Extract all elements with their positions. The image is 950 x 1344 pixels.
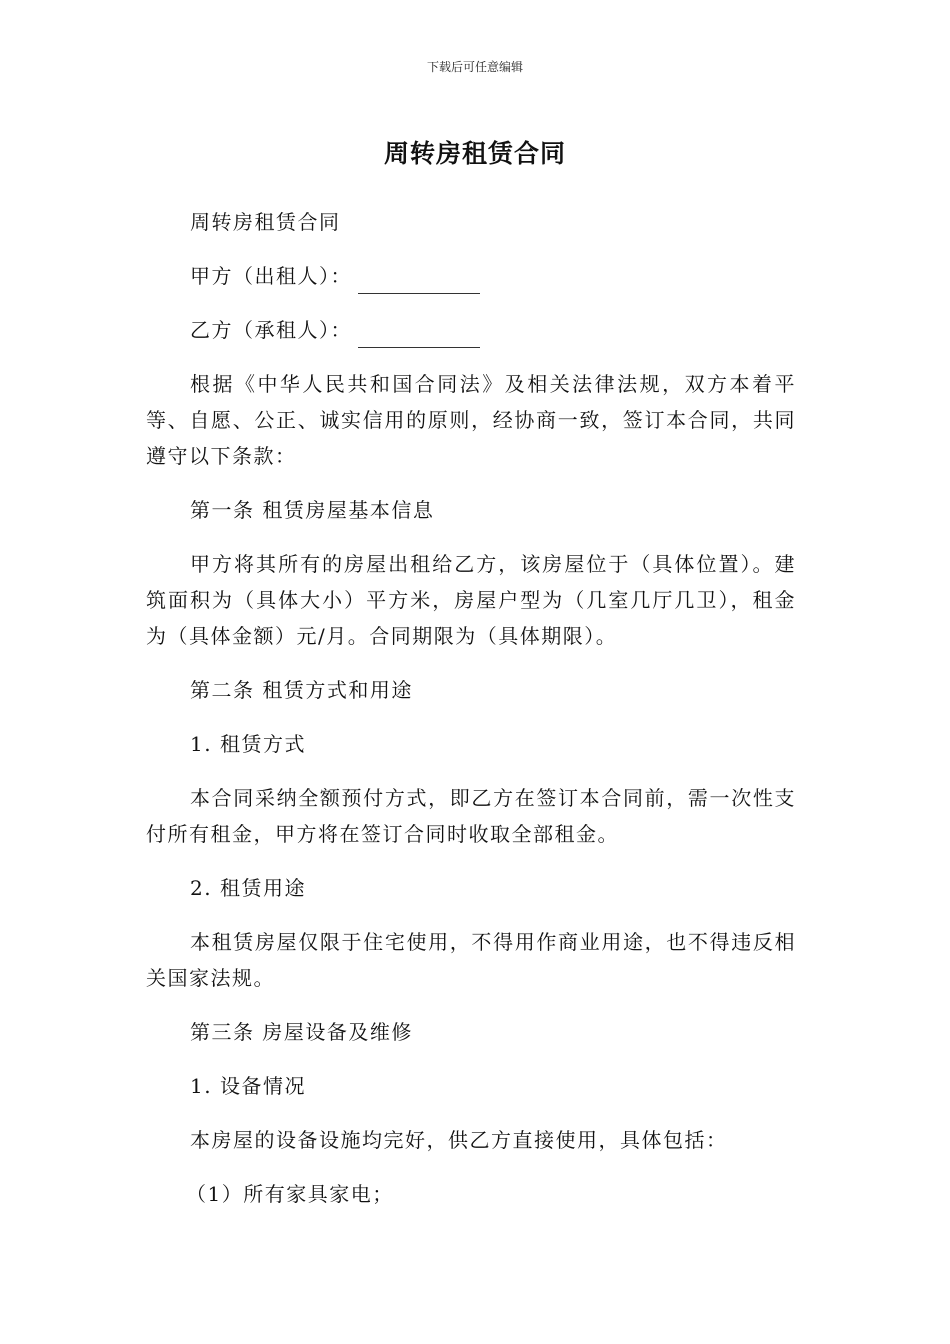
article-3-heading: 第三条 房屋设备及维修 xyxy=(190,1020,413,1044)
subheading-lease-use: 2. 租赁用途 xyxy=(190,876,306,900)
party-a-blank xyxy=(358,271,480,294)
list-item-furniture: （1）所有家具家电； xyxy=(186,1182,394,1206)
party-b-blank xyxy=(358,325,480,348)
paragraph-lease-use: 本租赁房屋仅限于住宅使用，不得用作商业用途，也不得违反相关国家法规。 xyxy=(146,930,796,990)
subheading-equipment: 1. 设备情况 xyxy=(190,1074,306,1098)
header-note: 下载后可任意编辑 xyxy=(426,60,523,74)
article-1-heading: 第一条 租赁房屋基本信息 xyxy=(190,498,435,522)
party-a-line xyxy=(146,258,796,294)
party-b-line xyxy=(146,312,796,348)
subheading-lease-method: 1. 租赁方式 xyxy=(190,732,306,756)
party-b-label: 乙方（承租人）： xyxy=(190,318,352,342)
paragraph-basic-info: 甲方将其所有的房屋出租给乙方，该房屋位于（具体位置）。建筑面积为（具体大小）平方米，房屋户型为（几室几厅几卫），租金为（具体金额）元/月。合同期限为（具体期限）。 xyxy=(146,552,796,648)
paragraph-equipment: 本房屋的设备设施均完好，供乙方直接使用，具体包括： xyxy=(190,1128,728,1152)
paragraph-preamble: 根据《中华人民共和国合同法》及相关法律法规，双方本着平等、自愿、公正、诚实信用的原则，经协商一致，签订本合同，共同遵守以下条款： xyxy=(146,372,796,468)
paragraph-lease-method: 本合同采纳全额预付方式，即乙方在签订本合同前，需一次性支付所有租金，甲方将在签订合同时收取全部租金。 xyxy=(146,786,796,846)
paragraph-contract-name: 周转房租赁合同 xyxy=(190,210,341,234)
article-2-heading: 第二条 租赁方式和用途 xyxy=(190,678,413,702)
document-body xyxy=(146,204,796,1230)
party-a-label: 甲方（出租人）： xyxy=(190,264,352,288)
document-title: 周转房租赁合同 xyxy=(383,139,566,168)
